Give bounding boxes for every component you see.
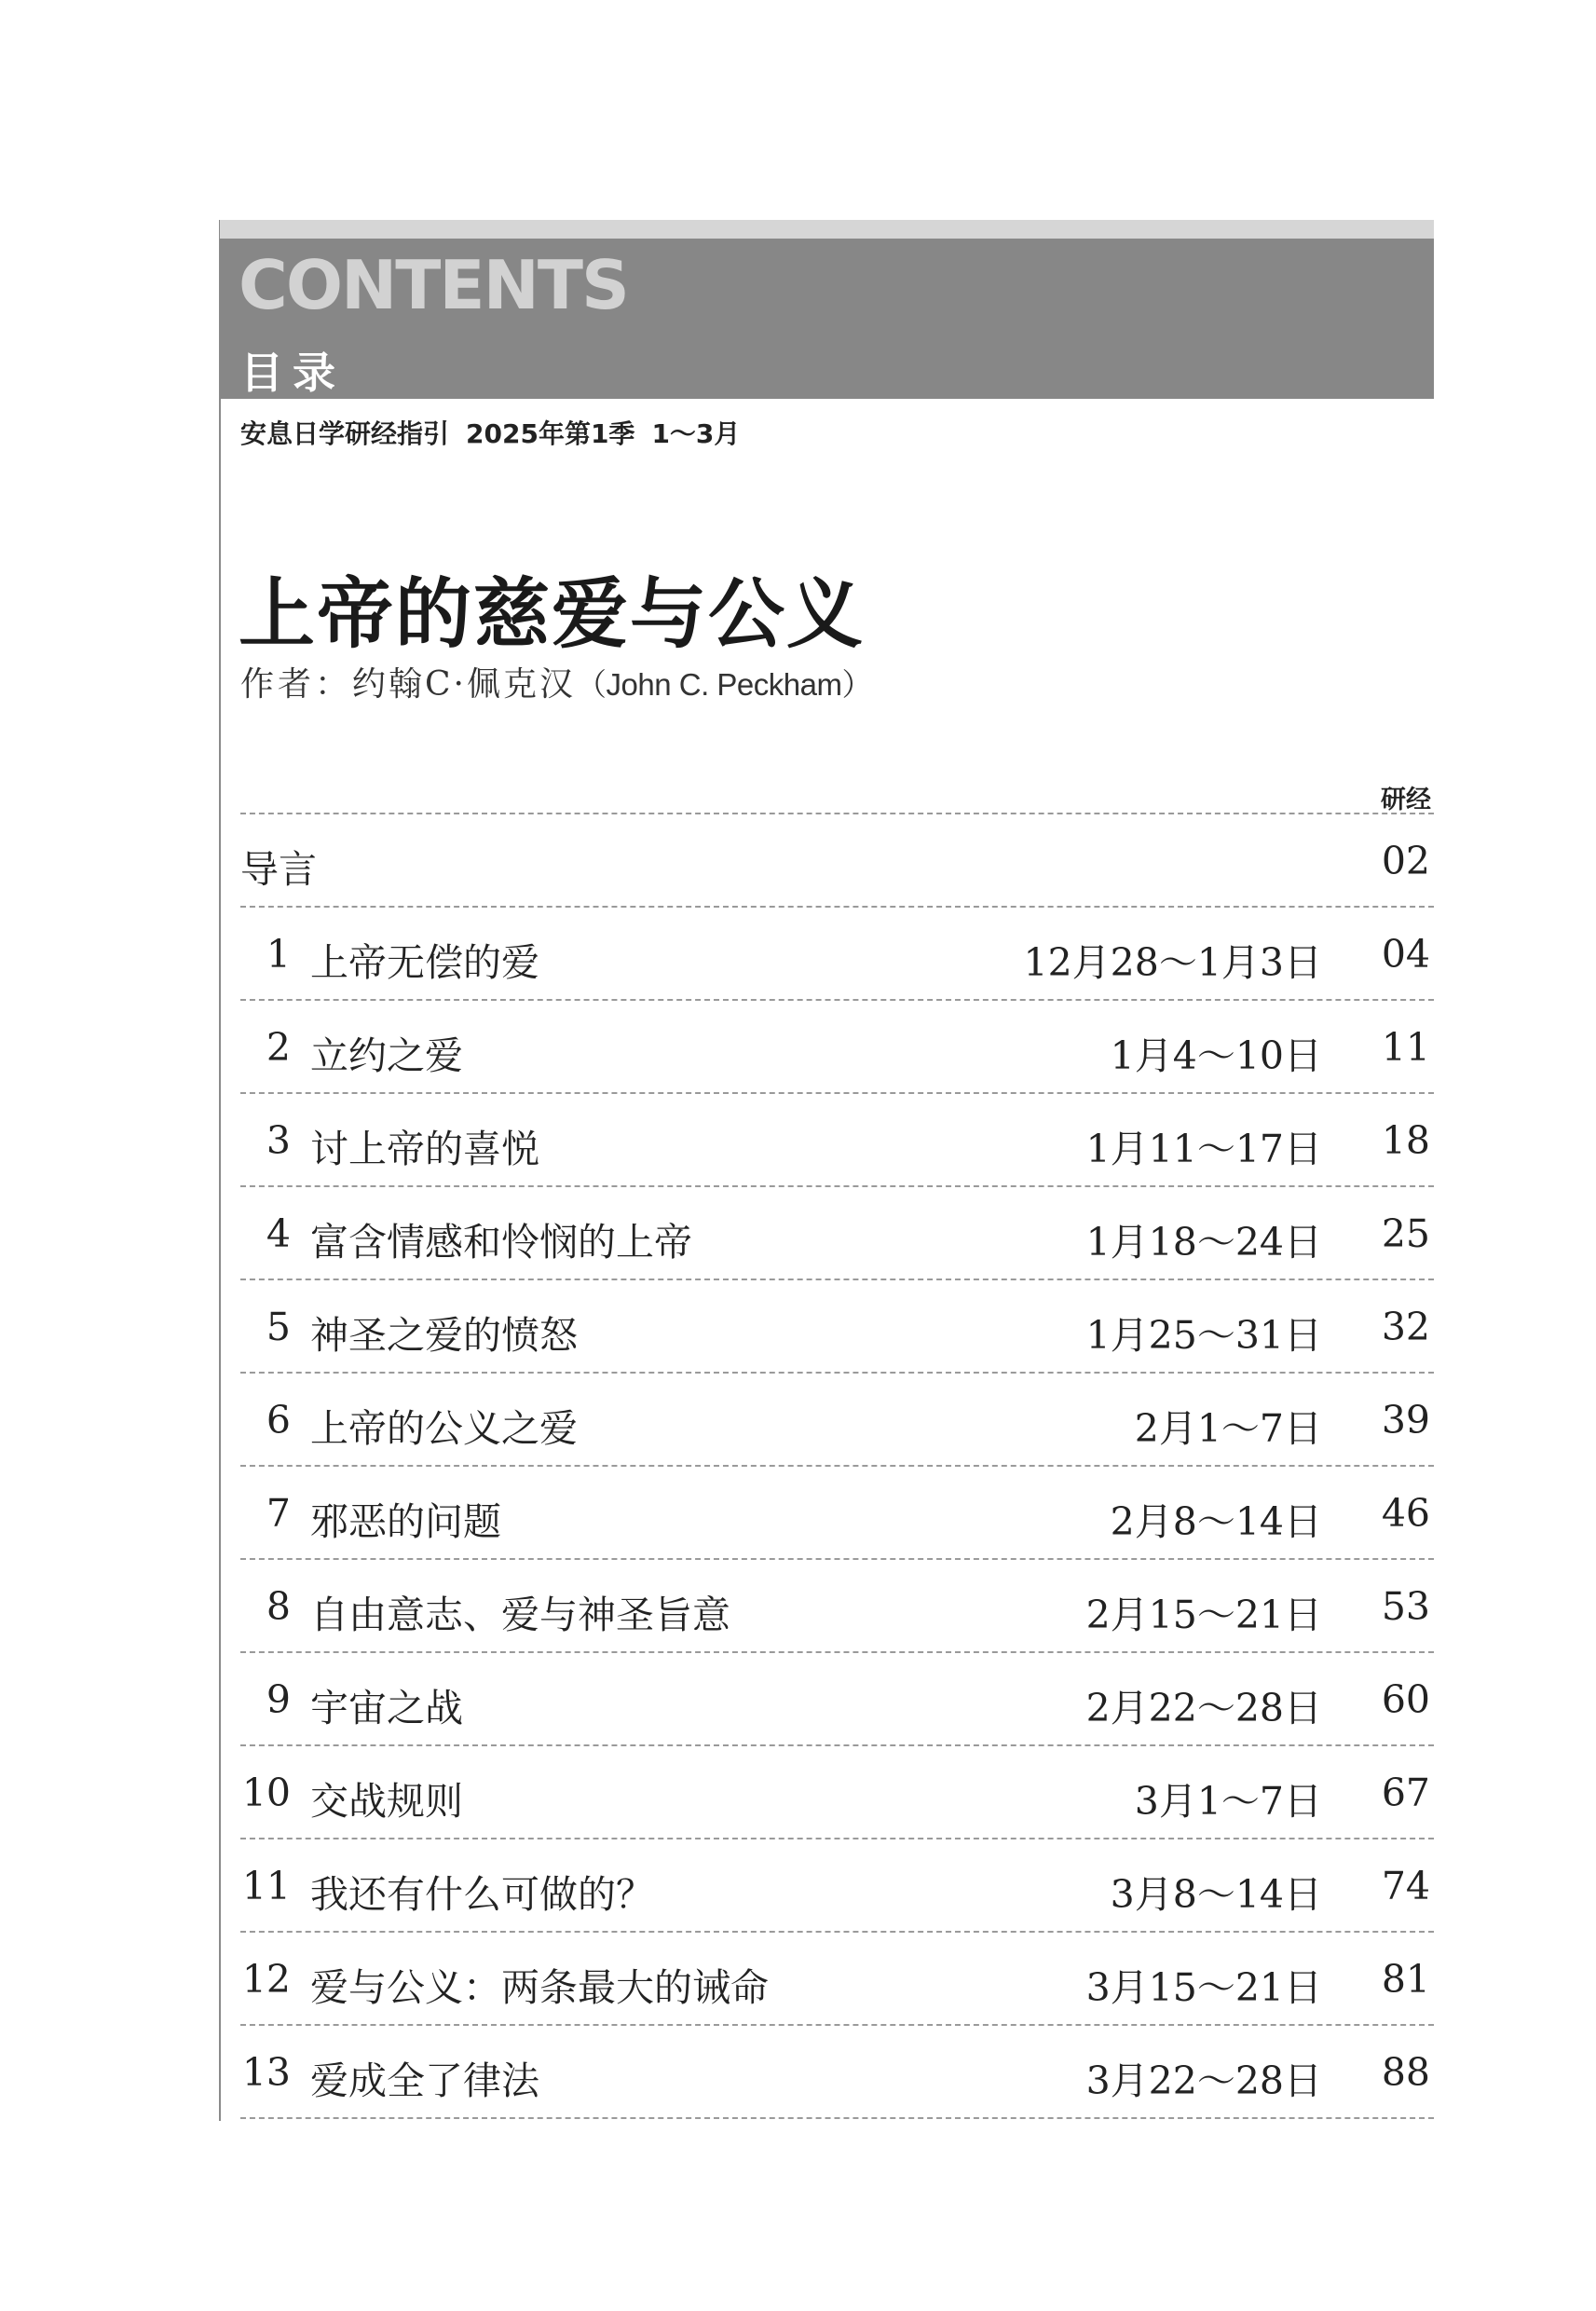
author-name: 约翰C·佩克汉: [352, 665, 577, 704]
lesson-page: 46: [1381, 1491, 1430, 1536]
lesson-dates: 3月1～7日: [1134, 1779, 1322, 1824]
toc-row-lesson[interactable]: [240, 1187, 1434, 1280]
months-label: 1～3月: [651, 418, 741, 449]
page-column-header: 研经: [1381, 786, 1431, 814]
author-label: 作者：: [240, 665, 353, 704]
toc-intro-title: 导言: [240, 847, 317, 892]
contents-heading: CONTENTS: [239, 246, 628, 324]
lesson-page: 53: [1381, 1584, 1430, 1629]
lesson-title: 讨上帝的喜悦: [310, 1127, 539, 1171]
toc-row-lesson[interactable]: [240, 1933, 1434, 2026]
lesson-dates: 2月8～14日: [1110, 1499, 1322, 1544]
lesson-dates: 2月1～7日: [1134, 1406, 1322, 1451]
toc-row-intro[interactable]: [240, 814, 1434, 908]
lesson-dates: 3月8～14日: [1110, 1872, 1322, 1917]
lesson-number: 12: [241, 1957, 291, 2002]
lesson-dates: 2月22～28日: [1085, 1686, 1322, 1730]
lesson-number: 4: [266, 1211, 291, 1256]
lesson-number: 11: [241, 1864, 291, 1908]
lesson-page: 04: [1381, 932, 1430, 977]
lesson-page: 88: [1381, 2050, 1430, 2095]
lesson-number: 7: [266, 1491, 291, 1536]
lesson-title: 宇宙之战: [310, 1686, 463, 1730]
toc-row-lesson[interactable]: [240, 908, 1434, 1001]
toc-row-lesson[interactable]: [240, 1467, 1434, 1560]
lesson-dates: 1月25～31日: [1085, 1313, 1322, 1358]
toc-intro-page: 02: [1381, 839, 1430, 883]
lesson-dates: 1月18～24日: [1085, 1220, 1322, 1265]
lesson-number: 2: [266, 1025, 291, 1070]
toc-row-lesson[interactable]: [240, 2026, 1434, 2119]
mulu-heading: 目录: [240, 348, 345, 398]
toc-row-lesson[interactable]: [240, 1374, 1434, 1467]
lesson-title: 自由意志、爱与神圣旨意: [310, 1593, 730, 1637]
lesson-page: 60: [1381, 1677, 1430, 1722]
lesson-title: 富含情感和怜悯的上帝: [310, 1220, 692, 1265]
lesson-page: 81: [1381, 1957, 1430, 2002]
series-name: 安息日学研经指引: [240, 418, 450, 449]
contents-header-band: [220, 239, 1434, 399]
lesson-number: 13: [241, 2050, 291, 2095]
quarter-label: 2025年第1季: [466, 418, 635, 449]
lesson-page: 25: [1381, 1211, 1430, 1256]
publication-subtitle: [240, 414, 757, 451]
author-line: [240, 658, 872, 705]
lesson-title: 神圣之爱的愤怒: [310, 1313, 578, 1358]
lesson-number: 6: [266, 1398, 291, 1443]
lesson-title: 交战规则: [310, 1779, 463, 1824]
lesson-number: 1: [266, 932, 291, 977]
toc-row-lesson[interactable]: [240, 1653, 1434, 1746]
book-title: 上帝的慈爱与公义: [239, 570, 866, 659]
lesson-title: 爱与公义：两条最大的诫命: [310, 1965, 769, 2010]
toc-row-lesson[interactable]: [240, 1746, 1434, 1839]
lesson-title: 上帝的公义之爱: [310, 1406, 578, 1451]
lesson-dates: 3月15～21日: [1085, 1965, 1322, 2010]
lesson-dates: 1月4～10日: [1110, 1033, 1322, 1078]
header-top-strip: [220, 220, 1434, 239]
toc-row-lesson[interactable]: [240, 1094, 1434, 1187]
lesson-number: 5: [266, 1305, 291, 1349]
lesson-number: 9: [266, 1677, 291, 1722]
toc-row-lesson[interactable]: [240, 1560, 1434, 1653]
lesson-title: 上帝无偿的爱: [310, 940, 539, 985]
left-margin-rule: [219, 220, 221, 2121]
lesson-number: 10: [241, 1771, 291, 1815]
table-of-contents: [240, 813, 1434, 2119]
author-english-name: （John C. Peckham）: [576, 667, 872, 702]
lesson-title: 邪恶的问题: [310, 1499, 501, 1544]
lesson-page: 67: [1381, 1771, 1430, 1815]
lesson-title: 爱成全了律法: [310, 2058, 539, 2103]
lesson-dates: 12月28～1月3日: [1023, 940, 1322, 985]
lesson-number: 8: [266, 1584, 291, 1629]
lesson-page: 32: [1381, 1305, 1430, 1349]
lesson-page: 18: [1381, 1118, 1430, 1163]
lesson-dates: 1月11～17日: [1085, 1127, 1322, 1171]
lesson-dates: 2月15～21日: [1085, 1593, 1322, 1637]
toc-row-lesson[interactable]: [240, 1001, 1434, 1094]
toc-row-lesson[interactable]: [240, 1280, 1434, 1374]
lesson-dates: 3月22～28日: [1085, 2058, 1322, 2103]
lesson-page: 74: [1381, 1864, 1430, 1908]
lesson-title: 立约之爱: [310, 1033, 463, 1078]
lesson-page: 11: [1381, 1025, 1430, 1070]
lesson-title: 我还有什么可做的？: [310, 1872, 654, 1917]
lesson-number: 3: [266, 1118, 291, 1163]
lesson-page: 39: [1381, 1398, 1430, 1443]
toc-row-lesson[interactable]: [240, 1839, 1434, 1933]
